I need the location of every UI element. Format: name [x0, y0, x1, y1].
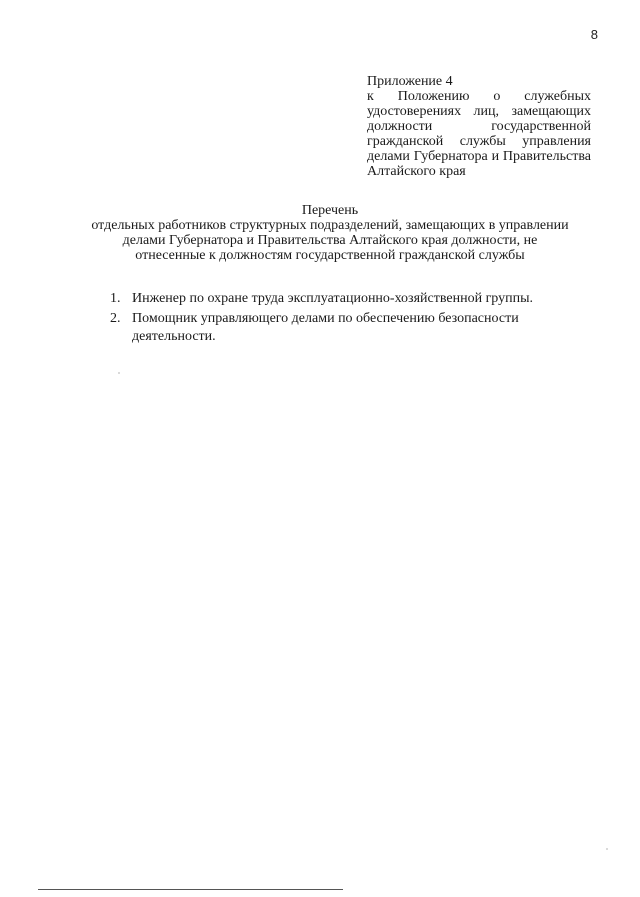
appendix-title: Приложение 4 [367, 74, 453, 89]
scan-speck [118, 372, 120, 374]
list-item-number: 2. [110, 311, 121, 326]
appendix-text: к Положению о служебных удостоверениях лиц, замещающих должности государственной гражданской службы управления делами Губернатора и Правительства Алтайского края [367, 89, 591, 179]
appendix-block [367, 74, 591, 179]
list-item [110, 310, 580, 346]
list-item-number: 1. [110, 291, 121, 306]
list-subtitle: отдельных работников структурных подразделений, замещающих в управлении делами Губернатора и Правительства Алтайского края должности, не отнесенные к должностям государственной гражданской службы [91, 218, 569, 263]
positions-list [110, 290, 580, 348]
list-title [80, 203, 580, 263]
list-item-text: Помощник управляющего делами по обеспечению безопасности деятельности. [132, 311, 519, 344]
footer-rule [38, 889, 343, 890]
scan-speck [606, 848, 608, 850]
page-number: 8 [590, 27, 598, 42]
list-heading: Перечень [301, 203, 359, 218]
list-item [110, 290, 580, 308]
list-item-text: Инженер по охране труда эксплуатационно-хозяйственной группы. [132, 291, 534, 306]
